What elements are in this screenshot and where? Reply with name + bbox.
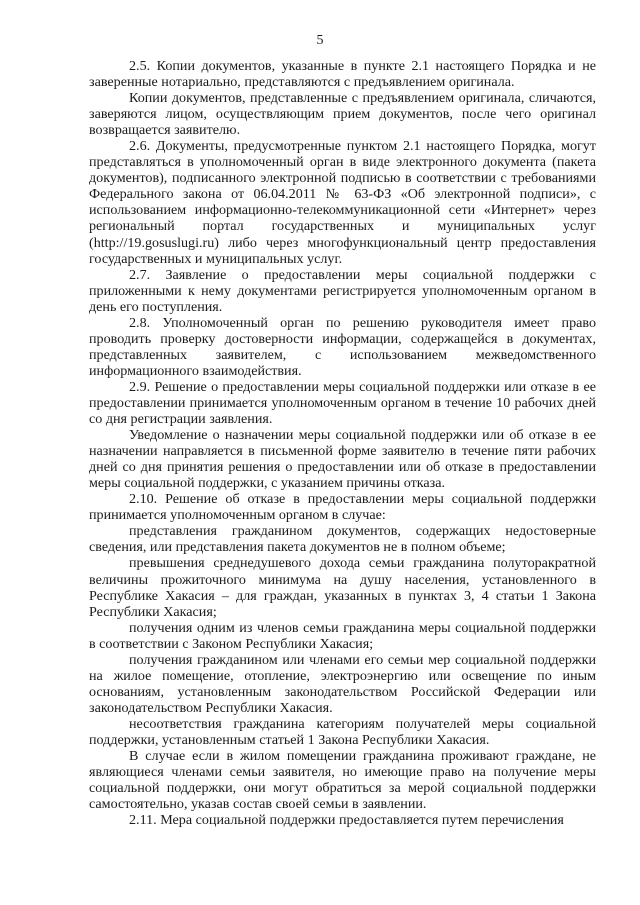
paragraph-notification: Уведомление о назначении меры социальной поддержки или об отказе в ее назначении направляется в письменной форме заявителю в течение пяти рабочих дней со дня принятия решения о предоставлении или об отказе в предоставлении меры социальной поддержки, с указанием причины отказа. (89, 427, 596, 492)
paragraph-2-11: 2.11. Мера социальной поддержки предоставляется путем перечисления (129, 812, 564, 829)
list-item-other-grounds: получения гражданином или членами его семьи мер социальной поддержки на жилое помещение, отопление, электроэнергию или освещение по иным основаниям, установленным законодательством Российской Федерации или законодательством Республики Хакасия. (89, 651, 596, 716)
list-item-family-member-support: получения одним из членов семьи гражданина меры социальной поддержки в соответствии с Законом Республики Хакасия; (89, 619, 596, 652)
paragraph-2-9: 2.9. Решение о предоставлении меры социальной поддержки или отказе в ее предоставлении принимается уполномоченным органом в течение 10 рабочих дней со дня регистрации заявления. (89, 378, 596, 428)
document-body (89, 58, 596, 828)
paragraph-2-7: 2.7. Заявление о предоставлении меры социальной поддержки с приложенными к нему документами регистрируется уполномоченным органом в день его поступления. (89, 266, 596, 315)
list-item-category-mismatch: несоответствия гражданина категориям получателей меры социальной поддержки, установленным статьей 1 Закона Республики Хакасия. (89, 715, 596, 748)
page-number: 5 (316, 33, 324, 48)
paragraph-2-8: 2.8. Уполномоченный орган по решению руководителя имеет право проводить проверку достоверности информации, содержащейся в документах, представленных заявителем, с использованием межведомственного информационного взаимодействия. (89, 314, 596, 379)
paragraph-2-5: 2.5. Копии документов, указанные в пункте 2.1 настоящего Порядка и не заверенные нотариально, представляются с предъявлением оригинала. (89, 58, 596, 91)
paragraph-copies-verification: Копии документов, представленные с предъявлением оригинала, сличаются, заверяются лицом, осуществляющим прием документов, после чего оригинал возвращается заявителю. (89, 90, 596, 139)
paragraph-non-family-residents: В случае если в жилом помещении гражданина проживают граждане, не являющиеся членами семьи заявителя, но имеющие право на получение меры социальной поддержки, они могут обратиться за мерой социальной поддержки самостоятельно, указав состав своей семьи в заявлении. (89, 748, 596, 813)
paragraph-2-10: 2.10. Решение об отказе в предоставлении меры социальной поддержки принимается уполномоченным органом в случае: (89, 491, 596, 524)
list-item-income-excess: превышения среднедушевого дохода семьи гражданина полуторакратной величины прожиточного минимума на душу населения, установленного в Республике Хакасия – для граждан, указанных в пунктах 3, 4 статьи 1 Закона Республики Хакасия; (89, 555, 596, 620)
paragraph-2-6: 2.6. Документы, предусмотренные пунктом 2.1 настоящего Порядка, могут представляться в уполномоченный орган в виде электронного документа (пакета документов), подписанного электронной подписью в соответствии с требованиями Федерального закона от 06.04.2011 № 63-ФЗ «Об электронной подписи», с использованием информационно-телекоммуникационной сети «Интернет» через региональный портал государственных и муниципальных услуг (http://19.gosuslugi.ru) либо через многофункциональный центр предоставления государственных и муниципальных услуг. (89, 138, 596, 267)
list-item-false-documents: представления гражданином документов, содержащих недостоверные сведения, или представления пакета документов не в полном объеме; (89, 523, 596, 556)
